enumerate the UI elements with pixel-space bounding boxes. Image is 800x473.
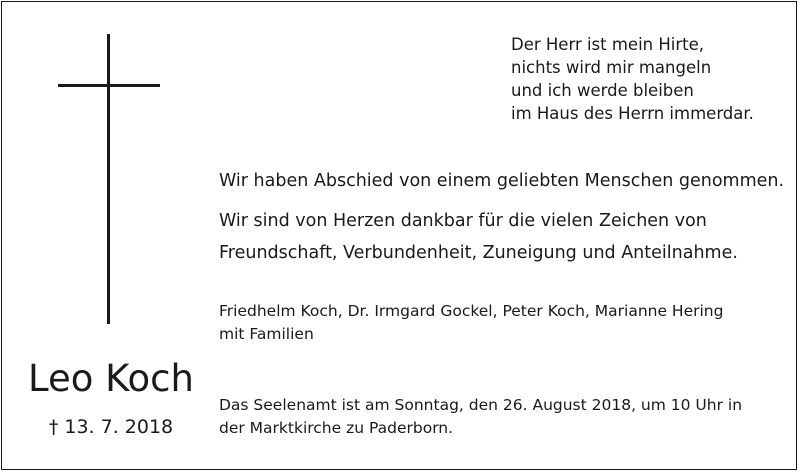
gratitude-line: Freundschaft, Verbundenheit, Zuneigung und Anteilnahme. <box>219 243 738 263</box>
psalm-line: Der Herr ist mein Hirte, <box>511 35 705 54</box>
psalm-line: im Haus des Herrn immerdar. <box>511 104 754 123</box>
psalm-line: nichts wird mir mangeln <box>511 58 712 77</box>
relatives-line: mit Familien <box>219 325 314 343</box>
service-line: Das Seelenamt ist am Sonntag, den 26. August 2018, um 10 Uhr in <box>219 396 743 414</box>
farewell-text: Wir haben Abschied von einem geliebten Menschen genommen. <box>219 171 785 191</box>
psalm-line: und ich werde bleiben <box>511 81 694 100</box>
gratitude-line: Wir sind von Herzen dankbar für die vielen Zeichen von <box>219 211 707 231</box>
relatives-line: Friedhelm Koch, Dr. Irmgard Gockel, Peter Koch, Marianne Hering <box>219 302 724 320</box>
death-date: † 13. 7. 2018 <box>48 416 174 438</box>
service-announcement <box>219 394 742 440</box>
cross-vertical-beam <box>107 34 110 324</box>
psalm-verse <box>511 33 754 125</box>
deceased-name: Leo Koch <box>28 357 194 400</box>
relatives-list <box>219 300 723 346</box>
service-line: der Marktkirche zu Paderborn. <box>219 419 454 437</box>
gratitude-text <box>219 205 738 269</box>
cross-horizontal-beam <box>58 84 160 87</box>
